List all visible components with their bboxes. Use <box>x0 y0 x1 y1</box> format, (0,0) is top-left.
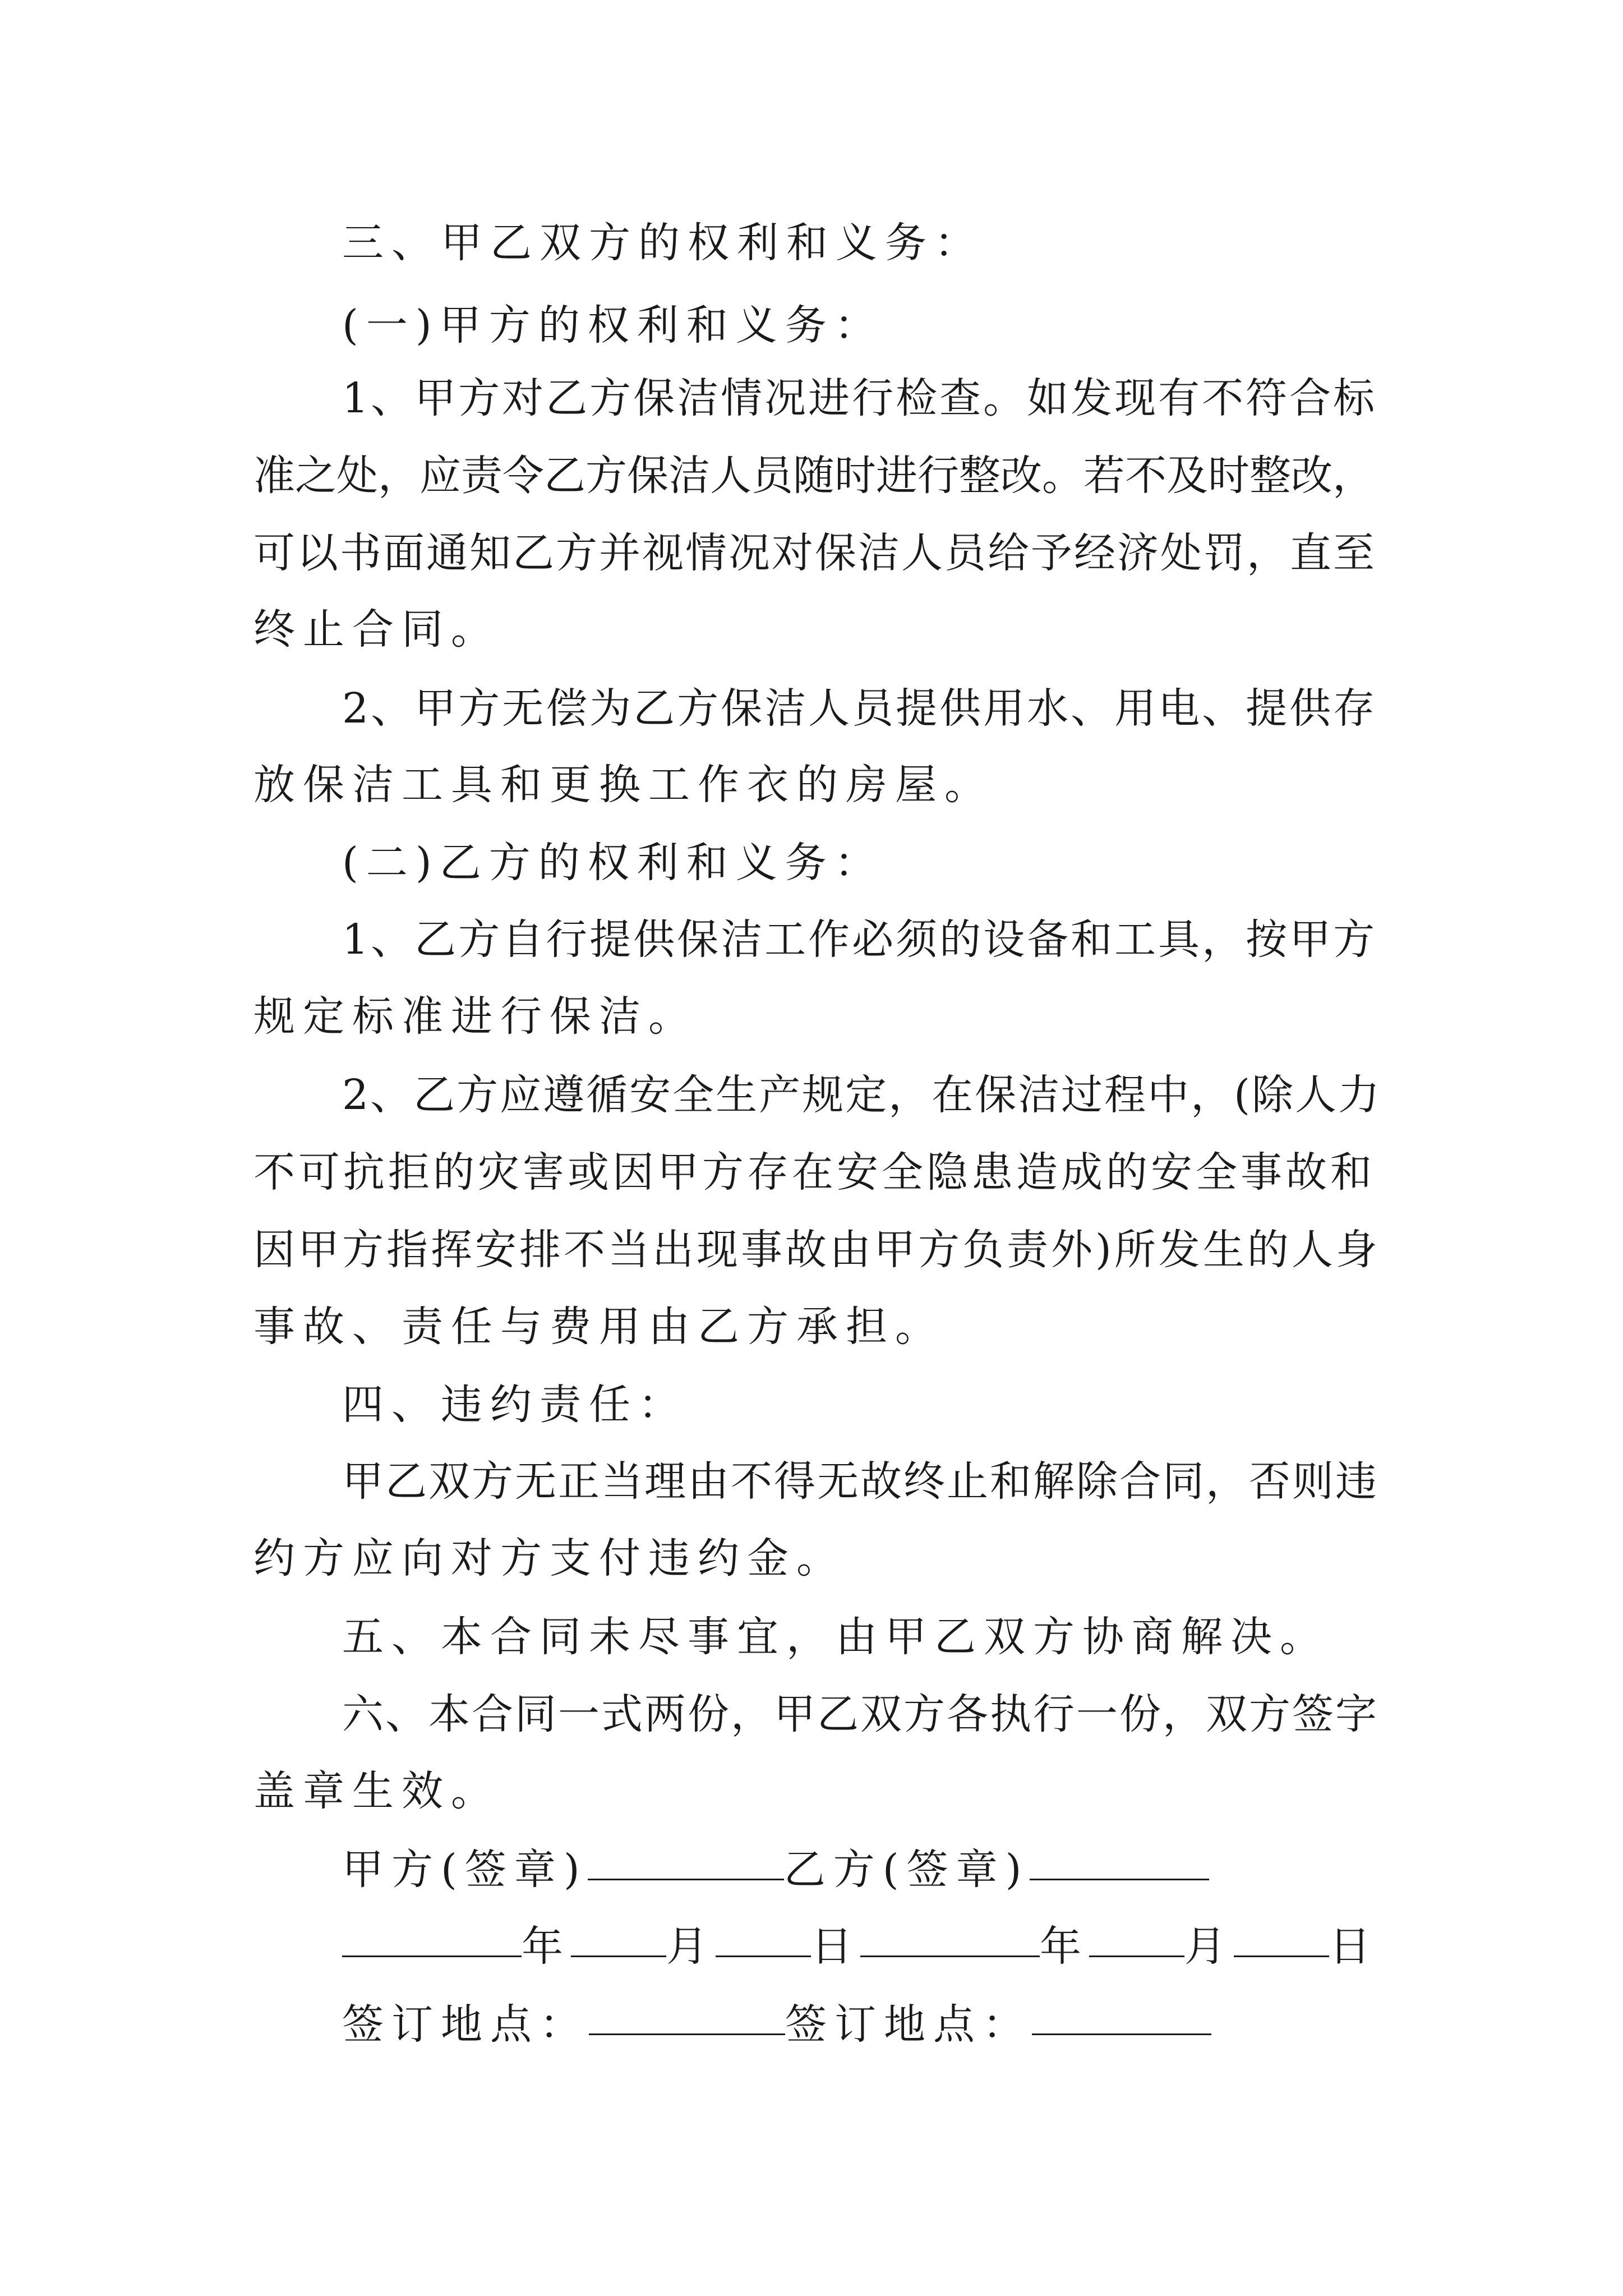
place-row <box>342 1996 1211 2053</box>
subheading-party-b-rights: (二)乙方的权利和义务： <box>342 839 884 887</box>
party-a-month-blank[interactable] <box>571 1921 666 1957</box>
clause-six-line1: 六、本合同一式两份，甲乙双方各执行一份，双方签字 <box>342 1690 1378 1738</box>
day-label-b: 日 <box>1329 1922 1378 1971</box>
day-label-a: 日 <box>811 1922 860 1971</box>
clause-six-line2: 盖章生效。 <box>253 1767 500 1815</box>
clause-a2-line2: 放保洁工具和更换工作衣的房屋。 <box>253 761 994 809</box>
party-b-signature-label: 乙方(签章) <box>783 1846 1030 1894</box>
party-b-place-label: 签订地点： <box>785 2000 1032 2049</box>
party-b-day-blank[interactable] <box>1234 1921 1329 1957</box>
year-label-b: 年 <box>1040 1922 1089 1971</box>
party-a-signature-label: 甲方(签章) <box>342 1846 588 1894</box>
clause-b2-line1: 2、乙方应遵循安全生产规定，在保洁过程中，(除人力 <box>342 1071 1381 1119</box>
clause-b2-line2: 不可抗拒的灾害或因甲方存在安全隐患造成的安全事故和 <box>253 1148 1375 1197</box>
year-label-a: 年 <box>522 1922 571 1971</box>
liability-line1: 甲乙双方无正当理由不得无故终止和解除合同，否则违 <box>342 1457 1378 1506</box>
clause-five: 五、本合同未尽事宜，由甲乙双方协商解决。 <box>342 1613 1329 1661</box>
clause-a1-line1: 1、甲方对乙方保洁情况进行检查。如发现有不符合标 <box>342 374 1377 422</box>
party-a-place-blank[interactable] <box>589 1999 785 2035</box>
clause-b2-line4: 事故、责任与费用由乙方承担。 <box>253 1303 944 1351</box>
subheading-party-a-rights: (一)甲方的权利和义务： <box>342 301 884 349</box>
clause-a1-line3: 可以书面通知乙方并视情况对保洁人员给予经济处罚，直至 <box>253 529 1376 577</box>
party-a-day-blank[interactable] <box>716 1921 811 1957</box>
month-label-b: 月 <box>1184 1922 1234 1971</box>
signature-row <box>342 1842 1209 1898</box>
party-a-year-blank[interactable] <box>342 1921 522 1957</box>
clause-a1-line4: 终止合同。 <box>253 605 500 654</box>
month-label-a: 月 <box>666 1922 716 1971</box>
clause-a2-line1: 2、甲方无偿为乙方保洁人员提供用水、用电、提供存 <box>342 684 1377 733</box>
party-b-month-blank[interactable] <box>1089 1921 1184 1957</box>
section-heading-liability: 四、违约责任： <box>342 1381 688 1429</box>
liability-line2: 约方应向对方支付违约金。 <box>253 1534 846 1582</box>
party-b-year-blank[interactable] <box>860 1921 1040 1957</box>
date-row <box>342 1918 1378 1975</box>
clause-a1-line2: 准之处，应责令乙方保洁人员随时进行整改。若不及时整改， <box>253 452 1374 500</box>
clause-b1-line1: 1、乙方自行提供保洁工作必须的设备和工具，按甲方 <box>342 915 1377 964</box>
clause-b2-line3: 因甲方指挥安排不当出现事故由甲方负责外)所发生的人身 <box>253 1226 1380 1274</box>
party-a-place-label: 签订地点： <box>342 2000 589 2049</box>
party-a-signature-blank[interactable] <box>588 1844 784 1880</box>
clause-b1-line2: 规定标准进行保洁。 <box>253 992 698 1041</box>
party-b-signature-blank[interactable] <box>1030 1844 1209 1880</box>
section-heading-rights: 三、甲乙双方的权利和义务： <box>342 219 984 267</box>
party-b-place-blank[interactable] <box>1032 1999 1211 2035</box>
